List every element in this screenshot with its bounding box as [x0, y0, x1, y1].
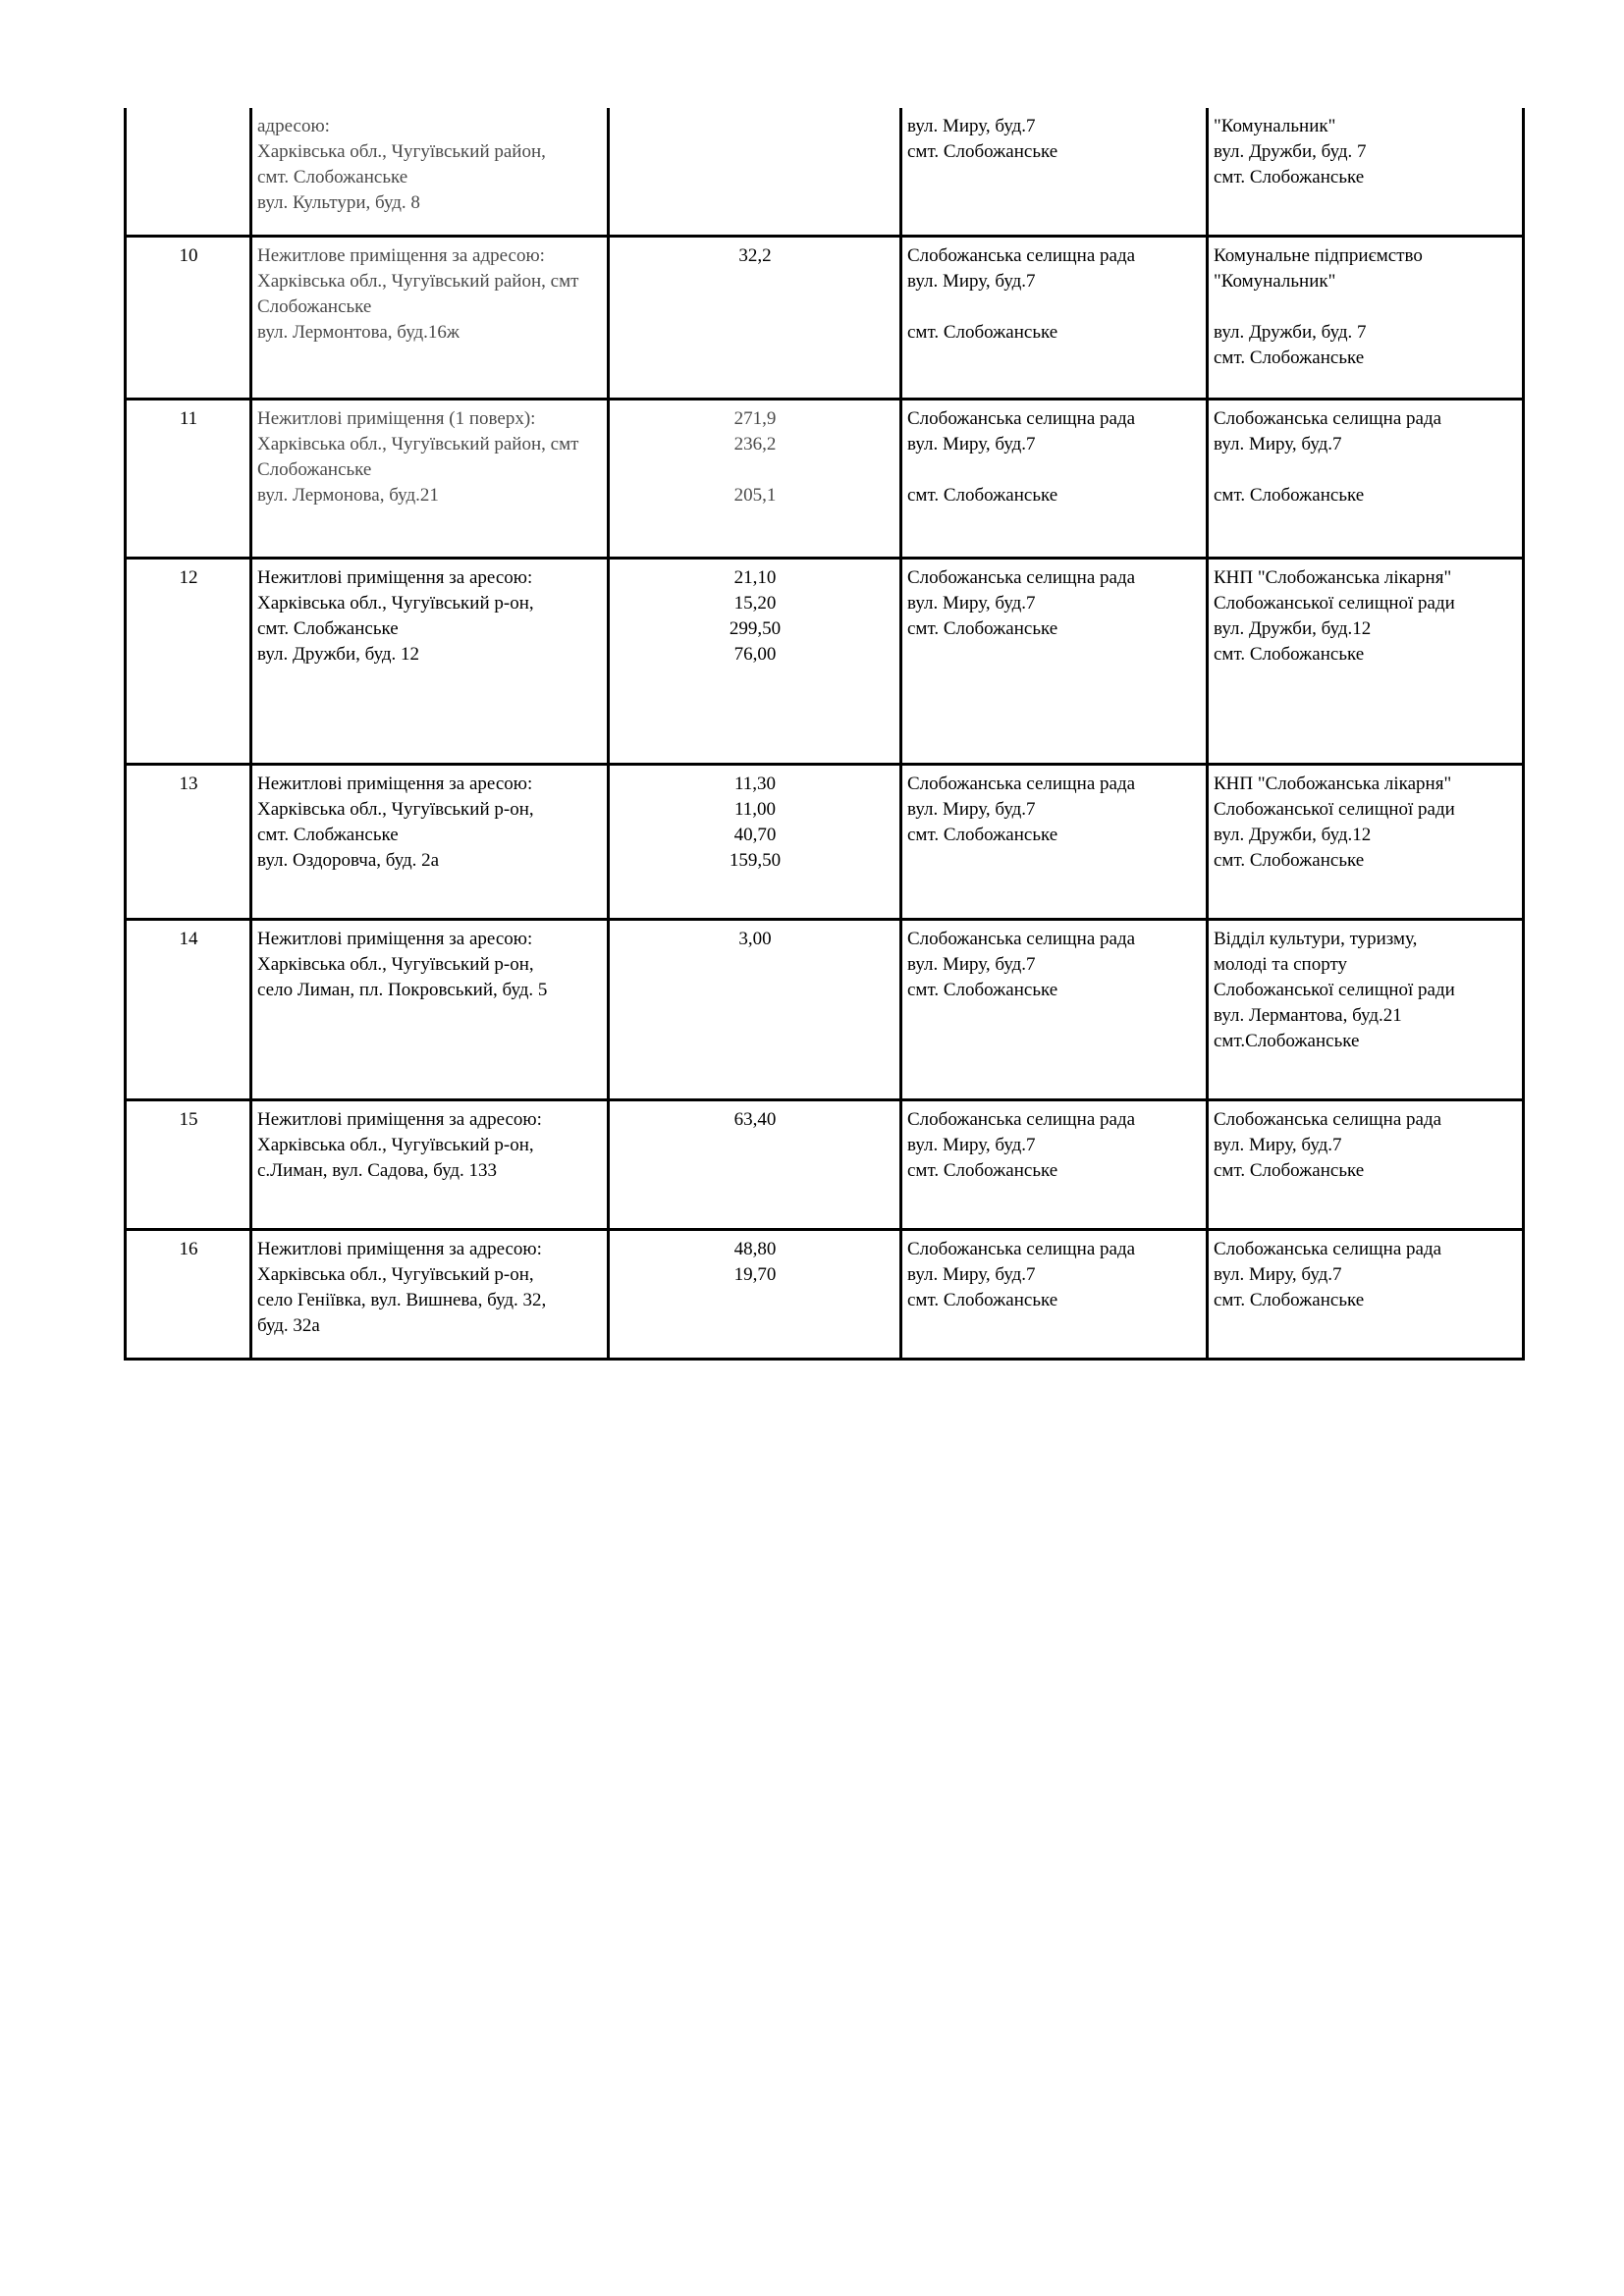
holder-line: смт. Слобожанське	[1214, 1289, 1365, 1310]
holder-line: молоді та спорту	[1214, 953, 1348, 975]
owner-line: смт. Слобожанське	[907, 824, 1058, 845]
area-value: 63,40	[733, 1108, 777, 1130]
holder-line: Слобожанська селищна рада	[1214, 1108, 1442, 1130]
area-value: 3,00	[738, 928, 772, 949]
area-value: 159,50	[729, 849, 782, 871]
area-cell	[609, 558, 901, 764]
holder-cell	[1208, 1229, 1524, 1359]
owner-cell	[901, 236, 1208, 399]
table-row	[126, 558, 1524, 764]
area-cell	[609, 1099, 901, 1229]
holder-line: вул. Миру, буд.7	[1214, 1134, 1342, 1155]
address-cell	[251, 1099, 609, 1229]
holder-line: Слобожанської селищної ради	[1214, 979, 1455, 1000]
holder-line: смт.Слобожанське	[1214, 1030, 1360, 1051]
holder-line: смт. Слобожанське	[1214, 643, 1365, 665]
area-value: 48,80	[733, 1238, 777, 1259]
owner-line: Слобожанська селищна рада	[907, 244, 1136, 266]
area-value: 76,00	[733, 643, 777, 665]
address-line: село Лиман, пл. Покровський, буд. 5	[257, 979, 548, 1000]
address-cell	[251, 764, 609, 919]
address-line: Харківська обл., Чугуївський р-он,	[257, 1263, 534, 1285]
owner-line: вул. Миру, буд.7	[907, 433, 1036, 454]
owner-line: вул. Миру, буд.7	[907, 270, 1036, 292]
address-line: вул. Лермонтова, буд.16ж	[257, 321, 460, 343]
address-line: Нежитлові приміщення (1 поверх):	[257, 407, 536, 429]
address-cell	[251, 236, 609, 399]
holder-cell	[1208, 558, 1524, 764]
owner-cell	[901, 1229, 1208, 1359]
owner-line: смт. Слобожанське	[907, 979, 1058, 1000]
owner-line: Слобожанська селищна рада	[907, 407, 1136, 429]
table-row	[126, 108, 1524, 236]
area-value: 19,70	[733, 1263, 777, 1285]
holder-cell	[1208, 919, 1524, 1099]
holder-line: Слобожанської селищної ради	[1214, 798, 1455, 820]
owner-line: вул. Миру, буд.7	[907, 1134, 1036, 1155]
owner-cell	[901, 1099, 1208, 1229]
owner-line: вул. Миру, буд.7	[907, 953, 1036, 975]
owner-line: смт. Слобожанське	[907, 1289, 1058, 1310]
holder-cell	[1208, 399, 1524, 558]
area-value: 205,1	[733, 484, 777, 506]
row-number: 14	[126, 919, 251, 1099]
holder-cell	[1208, 108, 1524, 236]
owner-line: Слобожанська селищна рада	[907, 1108, 1136, 1130]
address-line: вул. Лермонова, буд.21	[257, 484, 439, 506]
area-value: 40,70	[733, 824, 777, 845]
holder-line: Слобожанська селищна рада	[1214, 407, 1442, 429]
address-line: вул. Дружби, буд. 12	[257, 643, 420, 665]
address-line: адресою:	[257, 116, 330, 136]
owner-line: вул. Миру, буд.7	[907, 592, 1036, 614]
address-line: Харківська обл., Чугуївський р-он,	[257, 1134, 534, 1155]
address-line: вул. Оздоровча, буд. 2а	[257, 849, 440, 871]
owner-line: смт. Слобожанське	[907, 617, 1058, 639]
owner-cell	[901, 764, 1208, 919]
holder-line: Відділ культури, туризму,	[1214, 928, 1418, 949]
owner-cell	[901, 399, 1208, 558]
holder-line: вул. Дружби, буд. 7	[1214, 321, 1367, 343]
owner-line: смт. Слобожанське	[907, 1159, 1058, 1181]
area-value: 11,30	[733, 773, 777, 794]
owner-cell	[901, 108, 1208, 236]
address-line: смт. Слобжанське	[257, 617, 399, 639]
holder-line: "Комунальник"	[1214, 270, 1336, 292]
table-row	[126, 236, 1524, 399]
area-cell	[609, 764, 901, 919]
table-row	[126, 919, 1524, 1099]
address-cell	[251, 108, 609, 236]
address-line: Нежитлові приміщення за аресою:	[257, 566, 533, 588]
owner-line: смт. Слобожанське	[907, 321, 1058, 343]
owner-line: смт. Слобожанське	[907, 484, 1058, 506]
holder-line: смт. Слобожанське	[1214, 1159, 1365, 1181]
area-cell	[609, 399, 901, 558]
area-value: 299,50	[729, 617, 782, 639]
address-line: Харківська обл., Чугуївський р-он,	[257, 798, 534, 820]
holder-line: вул. Дружби, буд.12	[1214, 617, 1372, 639]
address-line: Слобожанське	[257, 295, 372, 317]
address-line: Харківська обл., Чугуївський р-он,	[257, 592, 534, 614]
address-line: вул. Культури, буд. 8	[257, 192, 420, 213]
owner-line: вул. Миру, буд.7	[907, 798, 1036, 820]
row-number: 15	[126, 1099, 251, 1229]
owner-line: Слобожанська селищна рада	[907, 566, 1136, 588]
address-line: Харківська обл., Чугуївський р-он,	[257, 953, 534, 975]
property-table	[124, 108, 1525, 1361]
address-line: Нежитлове приміщення за адресою:	[257, 244, 545, 266]
holder-cell	[1208, 236, 1524, 399]
table-row	[126, 1099, 1524, 1229]
table-row	[126, 1229, 1524, 1359]
holder-line: смт. Слобожанське	[1214, 347, 1365, 368]
area-cell	[609, 236, 901, 399]
address-line: Нежитлові приміщення за адресою:	[257, 1108, 542, 1130]
row-number: 11	[126, 399, 251, 558]
address-line: Харківська обл., Чугуївський район, смт	[257, 270, 579, 292]
address-line: смт. Слобжанське	[257, 824, 399, 845]
address-line: Нежитлові приміщення за адресою:	[257, 1238, 542, 1259]
area-value: 236,2	[733, 433, 777, 454]
owner-line: смт. Слобожанське	[907, 141, 1058, 162]
address-line: Харківська обл., Чугуївський район,	[257, 141, 546, 162]
owner-line: Слобожанська селищна рада	[907, 773, 1136, 794]
owner-line: вул. Миру, буд.7	[907, 1263, 1036, 1285]
owner-cell	[901, 919, 1208, 1099]
holder-line: смт. Слобожанське	[1214, 167, 1365, 187]
holder-line: вул. Миру, буд.7	[1214, 1263, 1342, 1285]
holder-cell	[1208, 1099, 1524, 1229]
area-cell	[609, 108, 901, 236]
holder-line: Слобожанська селищна рада	[1214, 1238, 1442, 1259]
owner-line: Слобожанська селищна рада	[907, 1238, 1136, 1259]
holder-line: Комунальне підприємство	[1214, 244, 1423, 266]
holder-line: "Комунальник"	[1214, 116, 1336, 136]
row-number: 12	[126, 558, 251, 764]
address-line: буд. 32а	[257, 1314, 320, 1336]
holder-line: вул. Миру, буд.7	[1214, 433, 1342, 454]
area-value: 11,00	[733, 798, 777, 820]
holder-line: вул. Лермантова, буд.21	[1214, 1004, 1402, 1026]
address-cell	[251, 558, 609, 764]
holder-line: КНП "Слобожанська лікарня"	[1214, 773, 1452, 794]
area-value: 21,10	[733, 566, 777, 588]
holder-line: Слобожанської селищної ради	[1214, 592, 1455, 614]
address-line: Нежитлові приміщення за аресою:	[257, 928, 533, 949]
address-cell	[251, 919, 609, 1099]
address-line: Харківська обл., Чугуївський район, смт	[257, 433, 579, 454]
row-number	[126, 108, 251, 236]
area-value: 15,20	[733, 592, 777, 614]
address-line: Слобожанське	[257, 458, 372, 480]
row-number: 16	[126, 1229, 251, 1359]
table-row	[126, 399, 1524, 558]
holder-line: смт. Слобожанське	[1214, 484, 1365, 506]
address-line: Нежитлові приміщення за аресою:	[257, 773, 533, 794]
holder-line: вул. Дружби, буд. 7	[1214, 141, 1367, 162]
holder-line: смт. Слобожанське	[1214, 849, 1365, 871]
table-row	[126, 764, 1524, 919]
area-value: 271,9	[733, 407, 777, 429]
area-cell	[609, 1229, 901, 1359]
holder-cell	[1208, 764, 1524, 919]
address-line: село Геніївка, вул. Вишнева, буд. 32,	[257, 1289, 547, 1310]
holder-line: вул. Дружби, буд.12	[1214, 824, 1372, 845]
holder-line: КНП "Слобожанська лікарня"	[1214, 566, 1452, 588]
address-line: с.Лиман, вул. Садова, буд. 133	[257, 1159, 498, 1181]
address-cell	[251, 399, 609, 558]
area-value: 32,2	[738, 244, 772, 266]
address-cell	[251, 1229, 609, 1359]
owner-line: вул. Миру, буд.7	[907, 116, 1036, 136]
owner-cell	[901, 558, 1208, 764]
owner-line: Слобожанська селищна рада	[907, 928, 1136, 949]
area-cell	[609, 919, 901, 1099]
row-number: 13	[126, 764, 251, 919]
address-line: смт. Слобожанське	[257, 167, 408, 187]
row-number: 10	[126, 236, 251, 399]
